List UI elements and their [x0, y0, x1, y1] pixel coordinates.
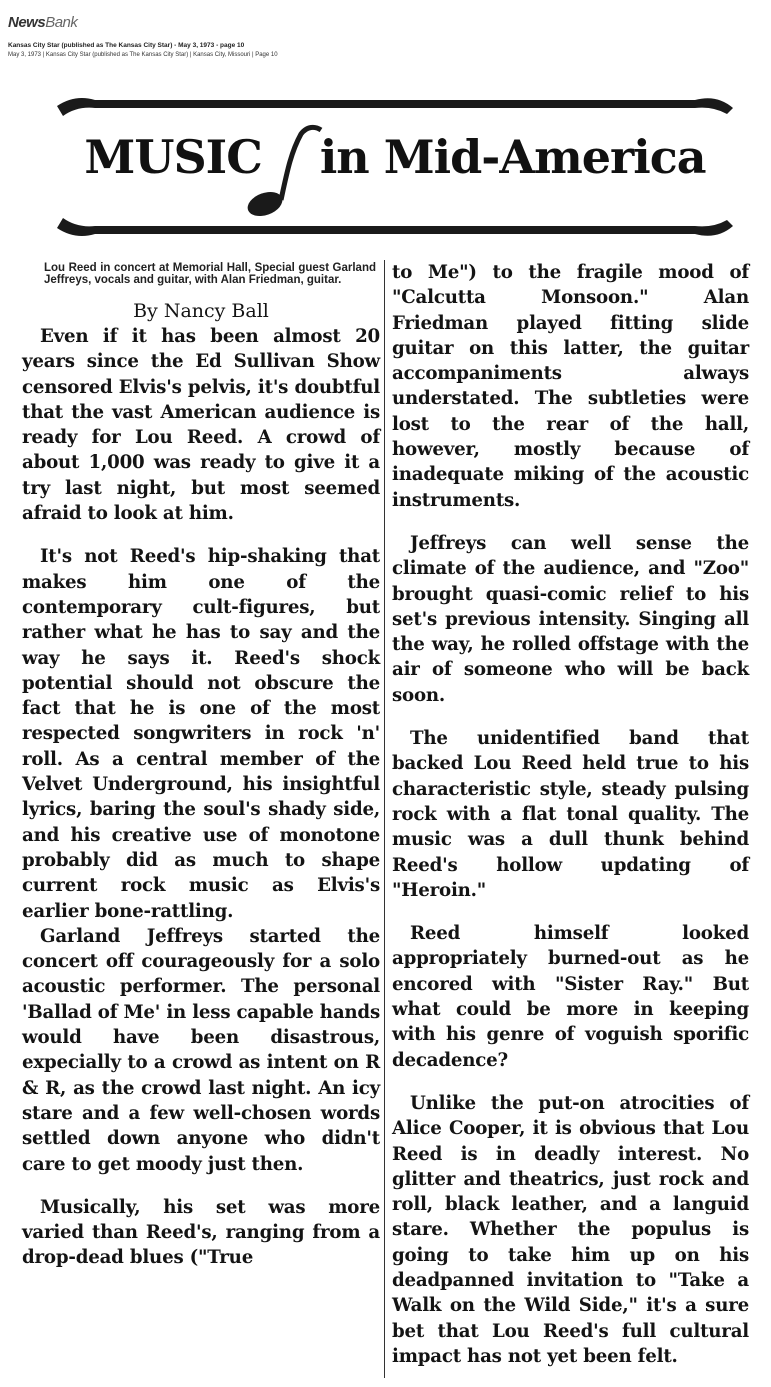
paragraph: Reed himself looked appropriately burned-out as he encored with "Sister Ray." But what could be more in keeping with his genre of voguish sporific decadence? — [392, 923, 749, 1071]
column-divider — [384, 260, 385, 1378]
article-column-2 — [392, 260, 749, 1369]
banner-title — [55, 130, 735, 184]
paragraph: Musically, his set was more varied than Reed's, ranging from a drop-dead blues ("True — [22, 1196, 380, 1269]
article-column-1 — [22, 260, 380, 1271]
source-detail: May 3, 1973 | Kansas City Star (published as The Kansas City Star) | Kansas City, Missouri | Page 10 — [8, 52, 278, 58]
paragraph: Even if it has been almost 20 years since the Ed Sullivan Show censored Elvis's pelvis, it's doubtful that the vast American audience is ready for Lou Reed. A crowd of about 1,000 was ready to give it a try last night, but most seemed afraid to look at him. — [22, 326, 380, 525]
section-banner — [55, 92, 735, 242]
paragraph: Jeffreys can well sense the climate of the audience, and "Zoo" brought quasi-comic relief to his set's previous intensity. Singing all the way, he rolled offstage with the air of someone who will be back soon. — [392, 532, 749, 706]
banner-title-music: MUSIC — [84, 130, 262, 184]
paragraph: Garland Jeffreys started the concert off courageously for a solo acoustic performer. The personal 'Ballad of Me' in less capable hands would have been disastrous, expecially to a crowd as intent on R & R, as the crowd last night. An icy stare and a few well-chosen words settled down anyone who didn't care to get moody just then. — [22, 925, 380, 1175]
paragraph: The unidentified band that backed Lou Reed held true to his characteristic style, steady pulsing rock with a flat tonal quality. The music was a dull thunk behind Reed's hollow updating of "Heroin." — [392, 728, 749, 901]
source-citation: Kansas City Star (published as The Kansas City Star) - May 3, 1973 - page 10 — [8, 42, 245, 49]
banner-title-region: in Mid-America — [319, 130, 706, 184]
paragraph: It's not Reed's hip-shaking that makes him one of the contemporary cult-figures, but rather what he has to say and the way he says it. Reed's shock potential should not obscure the fact that he is one of the most respected songwriters in rock 'n' roll. As a central member of the Velvet Underground, his insightful lyrics, baring the soul's shady side, and his creative use of monotone probably did as much to shape current rock music as Elvis's earlier bone-rattling. — [22, 546, 380, 922]
paragraph: Unlike the put-on atrocities of Alice Cooper, it is obvious that Lou Reed is in deadly interest. No glitter and theatrics, just rock and roll, black leather, and a languid stare. Whether the populus is going to take him up on his deadpanned invitation to "Take a Walk on the Wild Side," it's a sure bet that Lou Reed's full cultural impact has not yet been felt. — [392, 1092, 749, 1367]
newsbank-logo[interactable]: NewsBank — [8, 14, 78, 31]
byline: By Nancy Ball — [133, 300, 269, 322]
concert-credit: Lou Reed in concert at Memorial Hall, Special guest Garland Jeffreys, vocals and guitar, with Alan Friedman, guitar. — [44, 262, 376, 286]
paragraph: to Me") to the fragile mood of "Calcutta Monsoon." Alan Friedman played fitting slide guitar on this latter, the guitar accompaniments always understated. The subtleties were lost to the rear of the hall, however, mostly because of inadequate miking of the acoustic instruments. — [392, 262, 749, 511]
